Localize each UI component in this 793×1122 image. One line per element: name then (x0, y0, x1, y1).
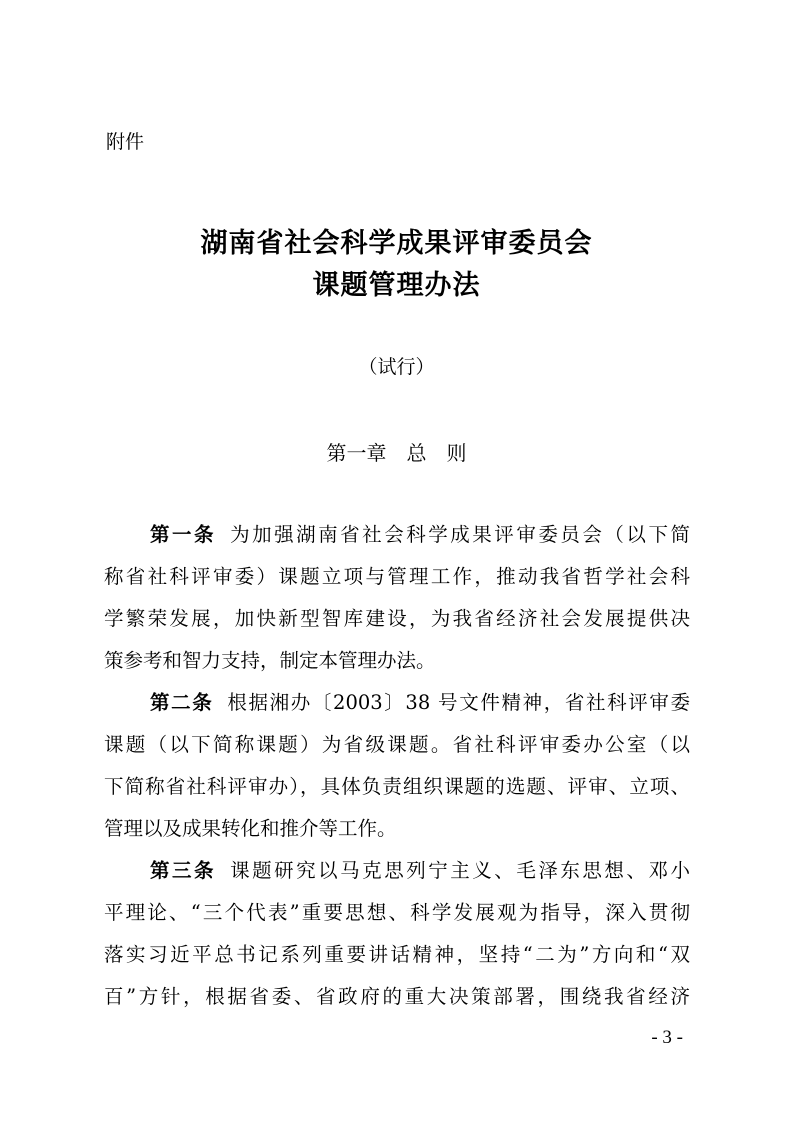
document-title-line-1: 湖南省社会科学成果评审委员会 (200, 228, 593, 259)
document-title-line-2: 课题管理办法 (312, 270, 481, 301)
article-3-line-1 (104, 850, 690, 892)
chapter-heading: 第一章 总 则 (326, 441, 467, 465)
article-2-line-1 (104, 682, 690, 724)
attachment-label: 附件 (106, 131, 145, 153)
article-1-line-2: 称省社科评审委）课题立项与管理工作，推动我省哲学社会科 (104, 565, 690, 588)
article-1-line-3: 学繁荣发展，加快新型智库建设，为我省经济社会发展提供决 (104, 607, 690, 630)
article-2-text: 根据湘办〔2003〕38 号文件精神，省社科评审委 (227, 691, 690, 714)
document-subtitle: （试行） (358, 356, 435, 378)
article-3-line-3: 落实习近平总书记系列重要讲话精神，坚持“二为”方向和“双 (104, 943, 690, 966)
article-1-text: 为加强湖南省社会科学成果评审委员会（以下简 (230, 523, 690, 546)
article-2-line-4: 管理以及成果转化和推介等工作。 (104, 817, 397, 840)
article-3-label: 第三条 (150, 859, 217, 882)
article-3-line-2: 平理论、“三个代表”重要思想、科学发展观为指导，深入贯彻 (104, 901, 690, 924)
article-1-line-4: 策参考和智力支持，制定本管理办法。 (104, 649, 436, 672)
article-1-line-1 (104, 514, 690, 556)
article-3-text: 课题研究以马克思列宁主义、毛泽东思想、邓小 (230, 859, 690, 882)
page-number: - 3 - (651, 1027, 683, 1048)
article-3-line-4: 百”方针，根据省委、省政府的重大决策部署，围绕我省经济 (104, 985, 690, 1008)
article-1-label: 第一条 (150, 523, 217, 546)
article-2-line-2: 课题（以下简称课题）为省级课题。省社科评审委办公室（以 (104, 733, 690, 756)
article-2-line-3: 下简称省社科评审办），具体负责组织课题的选题、评审、立项、 (104, 775, 690, 798)
article-2-label: 第二条 (150, 691, 214, 714)
articles-body (104, 514, 690, 1018)
